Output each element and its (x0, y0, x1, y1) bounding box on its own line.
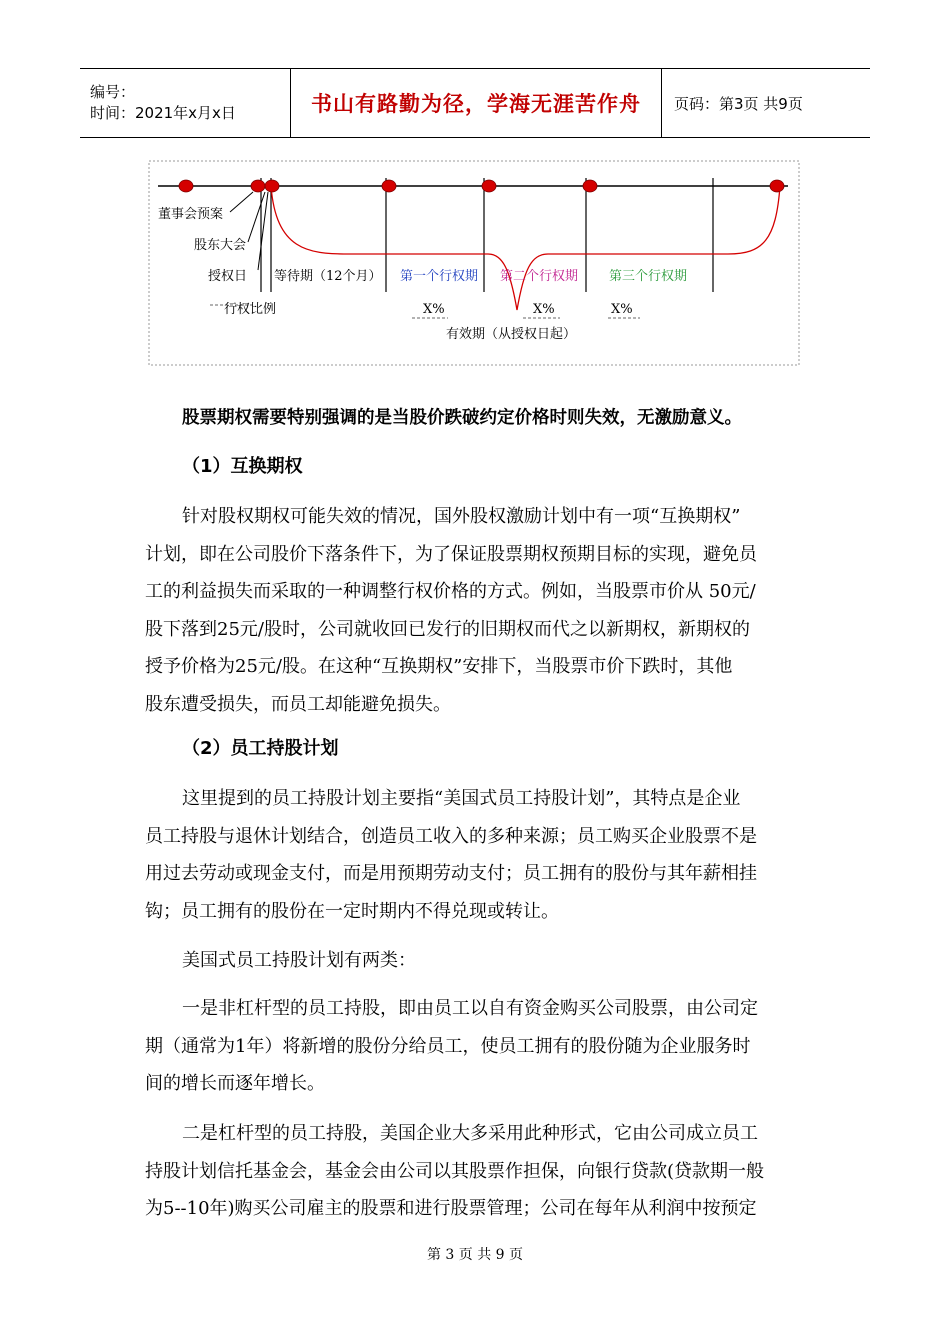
page-header (80, 68, 870, 138)
text-line: 一是非杠杆型的员工持股，即由员工以自有资金购买公司股票，由公司定 (182, 998, 758, 1019)
arrow-line (230, 192, 253, 212)
paragraph-esop (145, 780, 807, 930)
text-line: 工的利益损失而采取的一种调整行权价格的方式。例如，当股票市价从 50元/ (145, 581, 756, 602)
paragraph-non-leveraged (145, 990, 807, 1103)
paragraph-swap-option (145, 498, 807, 723)
event-dot (382, 180, 396, 192)
label-waiting: 等待期（12个月） (274, 269, 382, 284)
time-label: 时间：2021年x月x日 (90, 104, 236, 122)
option-timeline-diagram (148, 160, 800, 366)
text-line: 用过去劳动或现金支付，而是用预期劳动支付；员工拥有的股份与其年薪相挂 (145, 863, 757, 884)
text-line: 持股计划信托基金会，基金会由公司以其股票作担保，向银行贷款(贷款期一般 (145, 1160, 765, 1182)
label-period2: 第二个行权期 (500, 269, 579, 284)
heading-esop: （2）员工持股计划 (182, 738, 339, 759)
label-board: 董事会预案 (158, 207, 224, 222)
event-dot (770, 180, 784, 192)
text-line: 股下落到25元/股时，公司就收回已发行的旧期权而代之以新期权，新期权的 (145, 618, 750, 640)
label-x1: X% (423, 302, 445, 317)
value-curve (271, 186, 780, 310)
header-meta (80, 69, 291, 137)
text-line: 计划，即在公司股价下落条件下，为了保证股票期权预期目标的实现，避免员 (145, 543, 757, 565)
text-line: 员工持股与退休计划结合，创造员工收入的多种来源；员工购买企业股票不是 (145, 825, 757, 847)
label-validity: 有效期（从授权日起） (446, 327, 577, 342)
page-code: 页码：第3页 共9页 (674, 94, 803, 113)
paragraph-two-types: 美国式员工持股计划有两类： (182, 950, 416, 971)
event-dot (482, 180, 496, 192)
header-page-cell (662, 69, 870, 137)
number-label: 编号： (90, 83, 136, 101)
label-period1: 第一个行权期 (400, 269, 479, 284)
header-motto-cell (291, 69, 662, 137)
text-line: 为5--10年)购买公司雇主的股票和进行股票管理；公司在每年从利润中按预定 (145, 1198, 757, 1219)
event-dot (583, 180, 597, 192)
text-line: 这里提到的员工持股计划主要指“美国式员工持股计划”，其特点是企业 (182, 788, 741, 809)
paragraph-leveraged (145, 1115, 807, 1228)
label-period3: 第三个行权期 (609, 269, 688, 284)
text-line: 期（通常为1年）将新增的股份分给员工，使员工拥有的股份随为企业服务时 (145, 1035, 751, 1057)
label-x2: X% (533, 302, 555, 317)
page-footer: 第 3 页 共 9 页 (426, 1247, 524, 1263)
text-line: 二是杠杆型的员工持股，美国企业大多采用此种形式，它由公司成立员工 (182, 1123, 758, 1144)
label-x3: X% (611, 302, 633, 317)
label-exercise-ratio: 行权比例 (224, 302, 277, 317)
event-dot (251, 180, 265, 192)
text-line: 针对股权期权可能失效的情况，国外股权激励计划中有一项“互换期权” (182, 506, 741, 527)
text-line: 钩；员工拥有的股份在一定时期内不得兑现或转让。 (145, 900, 559, 922)
emphasis-paragraph: 股票期权需要特别强调的是当股价跌破约定价格时则失效，无激励意义。 (182, 408, 742, 428)
text-line: 股东遭受损失，而员工却能避免损失。 (145, 693, 451, 715)
label-grant-date: 授权日 (208, 269, 248, 284)
text-line: 授予价格为25元/股。在这种“互换期权”安排下，当股票市价下跌时，其他 (145, 656, 733, 677)
motto: 书山有路勤为径，学海无涯苦作舟 (311, 92, 641, 116)
arrow-line (258, 192, 268, 270)
label-shareholders: 股东大会 (194, 238, 247, 253)
event-dot (265, 180, 279, 192)
text-line: 间的增长而逐年增长。 (145, 1073, 325, 1094)
heading-swap-option: （1）互换期权 (182, 456, 303, 477)
event-dot (179, 180, 193, 192)
